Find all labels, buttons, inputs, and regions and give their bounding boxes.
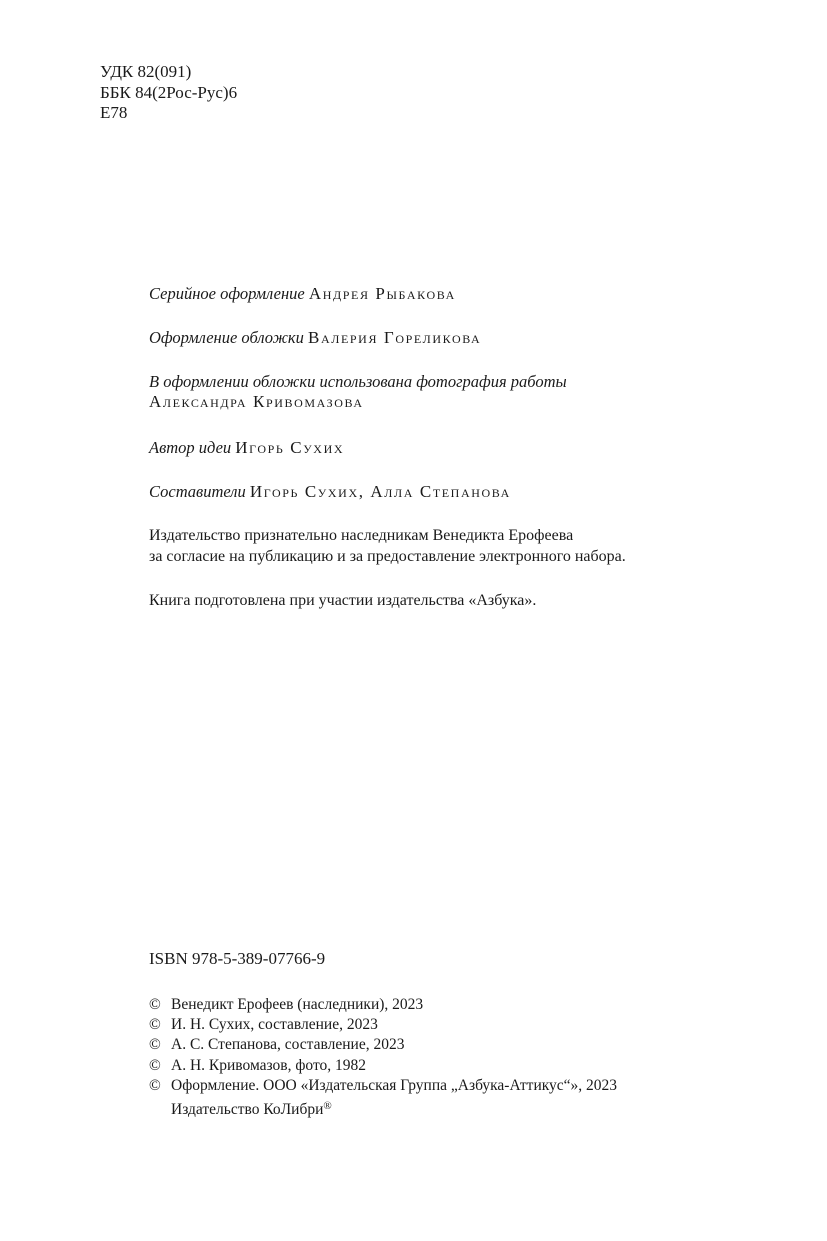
prepared-note: Книга подготовлена при участии издательства «Азбука». [149,592,537,609]
copyright-line [149,995,617,1015]
author-mark: Е78 [100,103,128,122]
copyright-text: А. Н. Кривомазов, фото, 1982 [171,1056,367,1074]
copyright-block [149,995,617,1120]
copyright-text: Венедикт Ерофеев (наследники), 2023 [171,996,424,1013]
copyright-text: И. Н. Сухих, составление, 2023 [171,1016,378,1034]
copyright-text: А. С. Степанова, составление, 2023 [171,1036,405,1054]
credit-role: Оформление обложки [149,328,304,347]
credit-name: Игорь Сухих [235,438,345,457]
copyright-symbol: © [149,1016,161,1034]
credit-role: Автор идеи [149,438,232,457]
copyright-line [149,1035,617,1055]
credit-role: Составители [149,482,246,501]
copyright-continuation [149,1096,617,1120]
credit-name: Андрея Рыбакова [308,284,456,303]
registered-mark: ® [323,1100,332,1113]
classification-block [100,62,237,124]
gratitude-note [149,526,626,567]
credit-name: Валерия Гореликова [308,328,482,347]
credit-role: Серийное оформление [149,284,305,303]
udk-code: УДК 82(091) [100,62,192,81]
credit-name: Александра Кривомазова [149,392,364,411]
copyright-text: Оформление. ООО «Издательская Группа „Азбука-Аттикус“», 2023 [171,1076,618,1094]
bbk-code: ББК 84(2Рос-Рус)6 [100,82,238,102]
gratitude-line: Издательство признательно наследникам Венедикта Ерофеева [149,527,574,544]
publisher-name: Издательство КоЛибри [171,1101,324,1119]
copyright-line [149,1076,617,1120]
credit-idea-author [149,438,344,458]
copyright-symbol: © [149,1056,161,1074]
credit-cover-photo [149,372,567,412]
copyright-line [149,1056,617,1076]
copyright-symbol: © [149,1036,161,1054]
credit-name: Игорь Сухих, Алла Степанова [249,482,511,501]
credit-cover-design [149,328,481,348]
copyright-symbol: © [149,996,161,1013]
copyright-symbol: © [149,1076,161,1094]
gratitude-line: за согласие на публикацию и за предоставление электронного набора. [149,547,626,565]
credit-compilers [149,482,511,502]
credit-role: В оформлении обложки использована фотография работы [149,372,567,391]
credit-series-design [149,284,456,304]
isbn-number: ISBN 978-5-389-07766-9 [149,949,326,968]
copyright-line [149,1015,617,1035]
